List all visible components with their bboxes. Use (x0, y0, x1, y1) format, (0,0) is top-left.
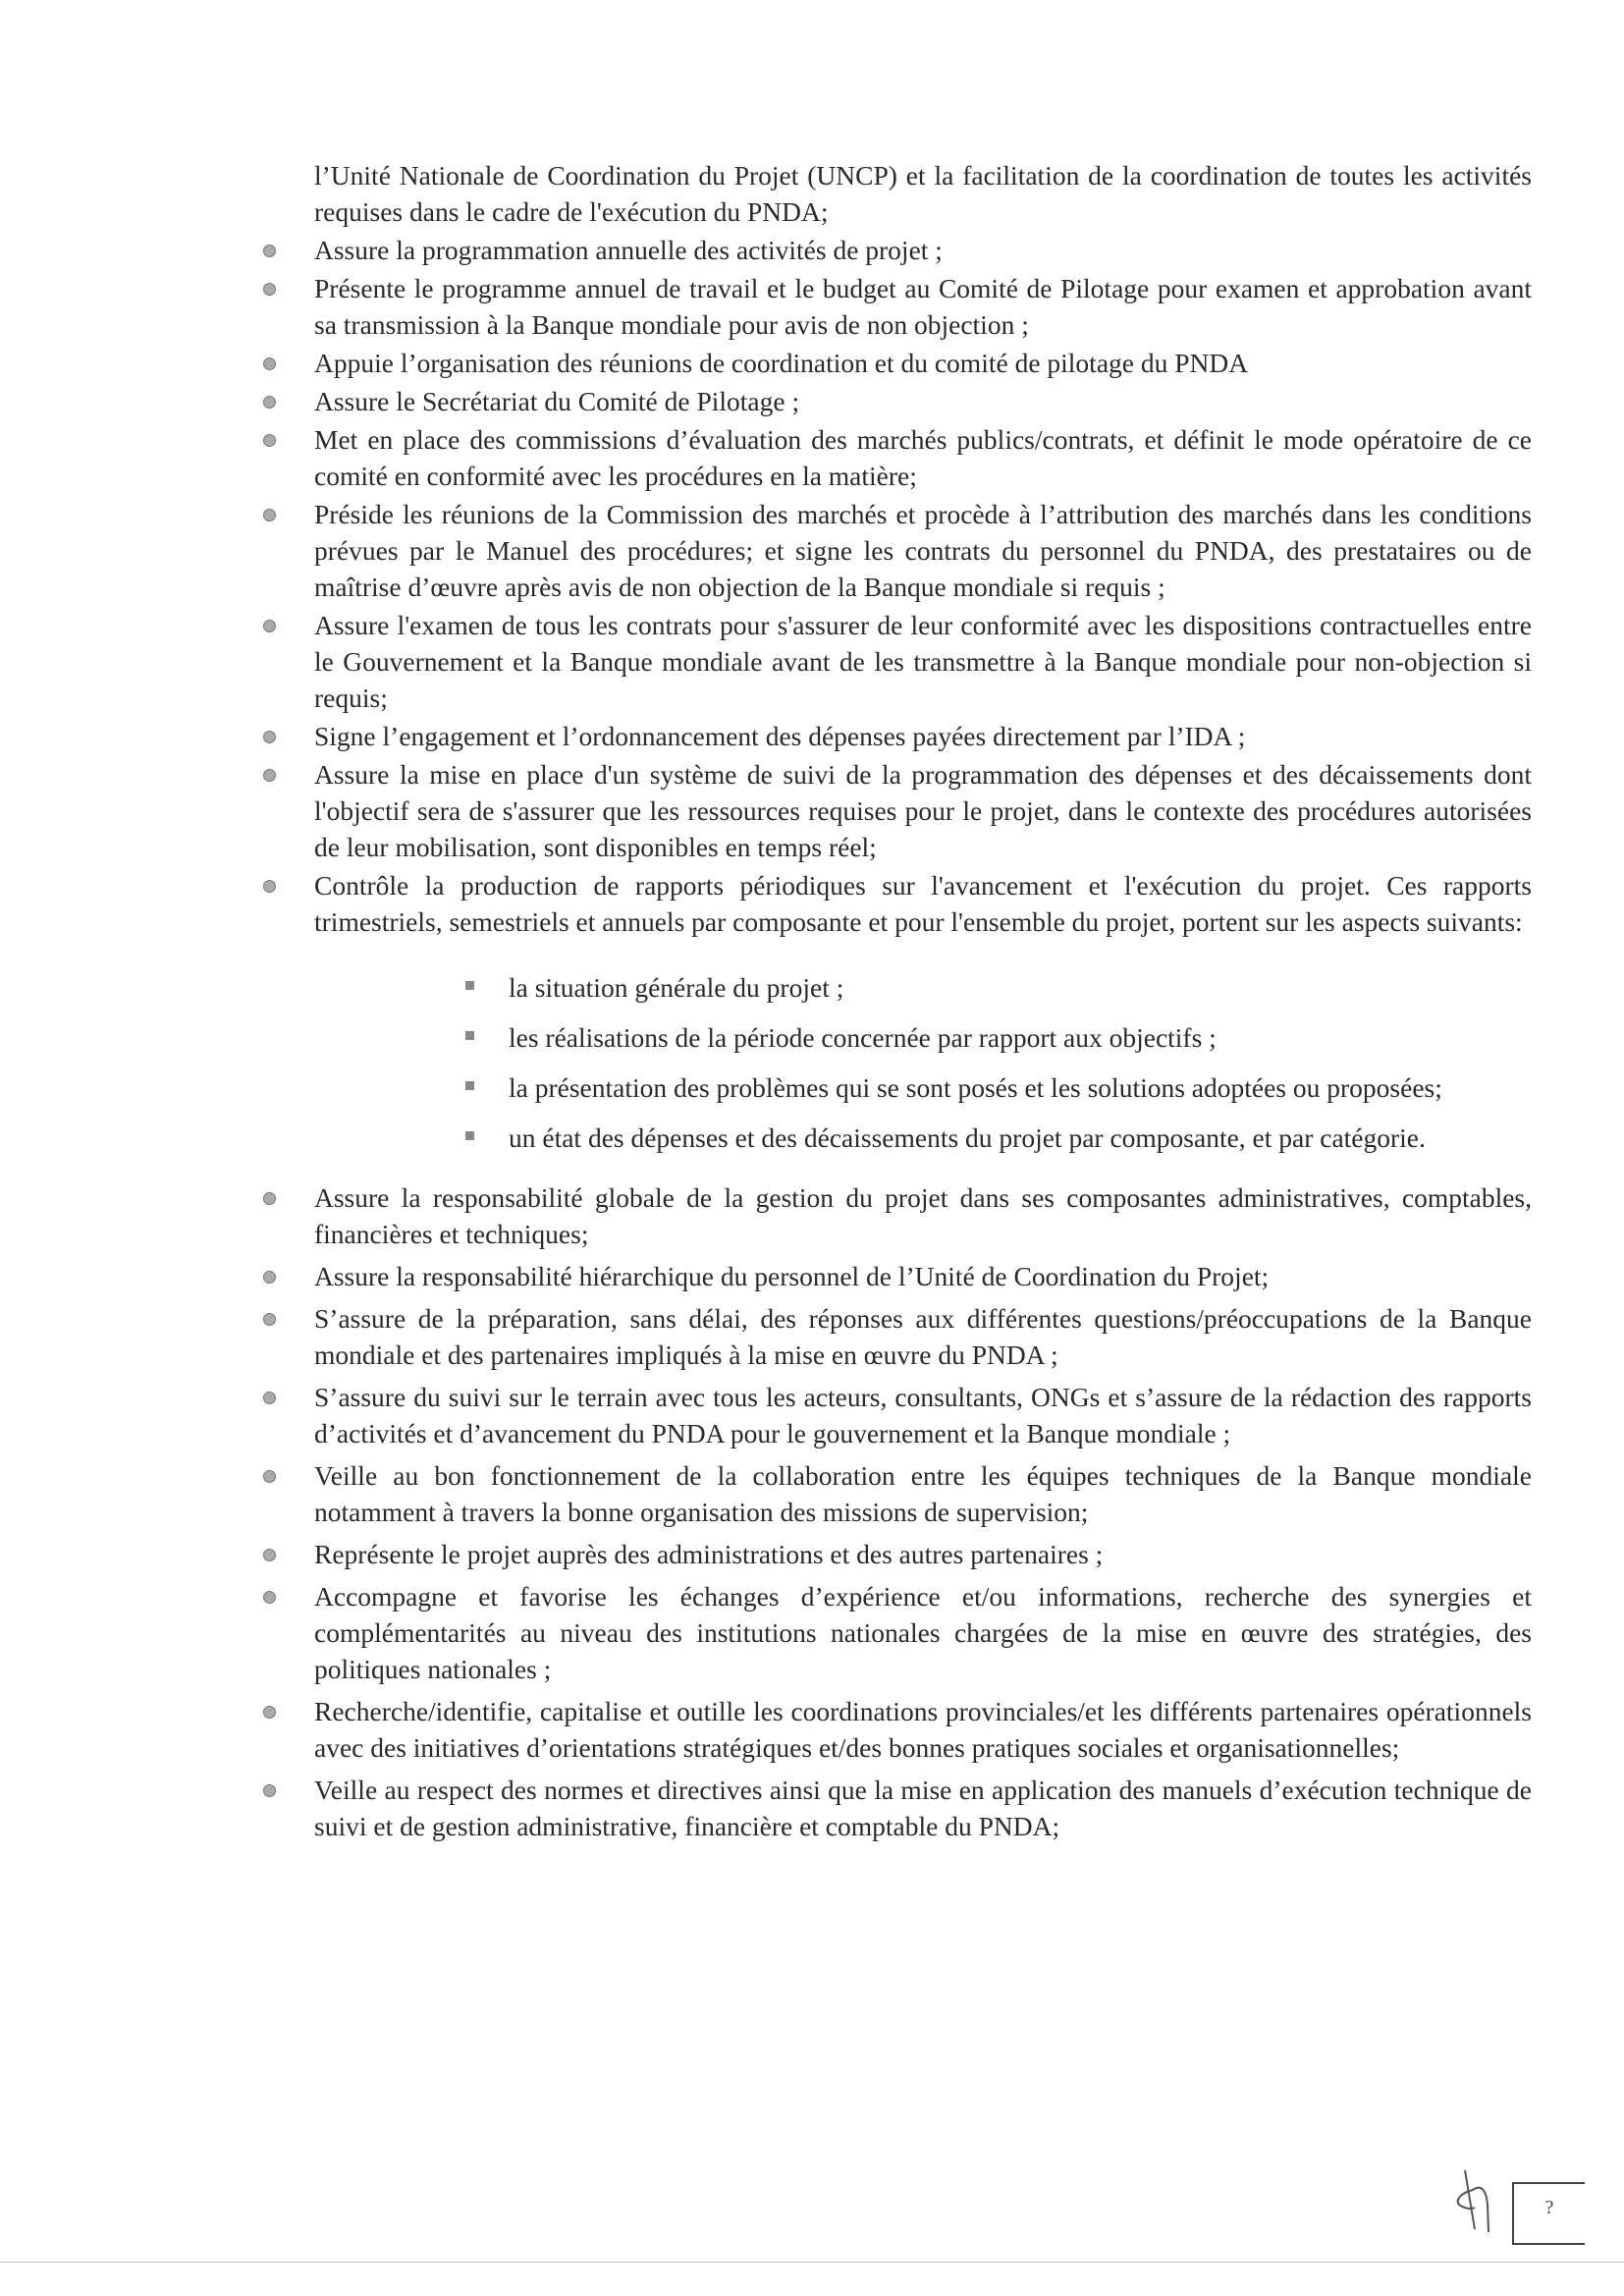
list-item (263, 232, 1532, 268)
list-item-text: Met en place des commissions d’évaluation des marchés publics/contrats, et définit le mode opératoire de ce comité en conformité avec les procédures en la matière; (314, 424, 1532, 491)
list-item (263, 718, 1532, 754)
list-item (263, 867, 1532, 940)
bullet-list-a (263, 232, 1532, 940)
square-bullet-icon (465, 1131, 474, 1140)
list-item (263, 756, 1532, 865)
list-item-text: Présente le programme annuel de travail et le budget au Comité de Pilotage pour examen et approbation avant sa transmission à la Banque mondiale pour avis de non objection ; (314, 273, 1532, 340)
list-item (263, 1120, 1532, 1156)
list-item (263, 969, 1532, 1006)
bullet-icon (263, 357, 276, 370)
list-item (263, 1536, 1532, 1572)
list-item (263, 1379, 1532, 1451)
initials-signature-icon (1453, 2165, 1502, 2239)
list-item-text: Assure la responsabilité hiérarchique du personnel de l’Unité de Coordination du Projet; (314, 1261, 1270, 1291)
list-item (263, 383, 1532, 419)
list-item-text: la présentation des problèmes qui se sont posés et les solutions adoptées ou proposées; (509, 1072, 1442, 1103)
sub-list (263, 969, 1532, 1156)
square-bullet-icon (465, 1031, 474, 1040)
bullet-icon (263, 1706, 276, 1719)
list-item-text: la situation générale du projet ; (509, 972, 844, 1003)
list-item (263, 270, 1532, 343)
list-item-text: Appuie l’organisation des réunions de coordination et du comité de pilotage du PNDA (314, 348, 1249, 378)
list-item (263, 1578, 1532, 1687)
list-item (263, 1069, 1532, 1106)
bullet-icon (263, 1192, 276, 1205)
list-item (263, 1019, 1532, 1056)
list-item-text: Veille au bon fonctionnement de la collaboration entre les équipes techniques de la Banque mondiale notamment à travers la bonne organisation des missions de supervision; (314, 1460, 1532, 1527)
document-body (263, 157, 1532, 1844)
bullet-icon (263, 1470, 276, 1483)
bullet-icon (263, 509, 276, 521)
list-item-text: Assure la mise en place d'un système de suivi de la programmation des dépenses et des décaissements dont l'objectif sera de s'assurer que les ressources requises pour le projet, dans le contexte des procédures autorisées de leur mobilisation, sont disponibles en temps réel; (314, 759, 1532, 862)
bullet-icon (263, 769, 276, 782)
bullet-icon (263, 1784, 276, 1797)
bullet-icon (263, 1392, 276, 1404)
list-item-text: Contrôle la production de rapports périodiques sur l'avancement et l'exécution du projet. Ces rapports trimestriels, semestriels et annuels par composante et pour l'ensemble du projet, portent sur les aspects suivants: (314, 870, 1532, 937)
list-item-text: Assure la programmation annuelle des activités de projet ; (314, 235, 943, 265)
page-edge-line (0, 2262, 1624, 2263)
bullet-icon (263, 396, 276, 409)
list-item-text: Assure la responsabilité globale de la gestion du projet dans ses composantes administratives, comptables, financières et techniques; (314, 1182, 1532, 1249)
square-bullet-icon (465, 1081, 474, 1090)
bullet-icon (263, 434, 276, 447)
list-item-text: Veille au respect des normes et directives ainsi que la mise en application des manuels d’exécution technique de suivi et de gestion administrative, financière et comptable du PNDA; (314, 1775, 1532, 1841)
list-item (263, 1457, 1532, 1530)
list-item-text: Assure le Secrétariat du Comité de Pilotage ; (314, 386, 800, 416)
page-number: ? (1512, 2182, 1585, 2245)
bullet-icon (263, 283, 276, 296)
bullet-icon (263, 1591, 276, 1604)
bullet-icon (263, 620, 276, 632)
bullet-list-b (263, 1179, 1532, 1844)
intro-paragraph: l’Unité Nationale de Coordination du Projet (UNCP) et la facilitation de la coordination de toutes les activités requises dans le cadre de l'exécution du PNDA; (314, 160, 1532, 227)
list-item (263, 345, 1532, 381)
list-item (263, 607, 1532, 716)
list-item (263, 1693, 1532, 1766)
bullet-icon (263, 880, 276, 893)
list-item-text: S’assure du suivi sur le terrain avec tous les acteurs, consultants, ONGs et s’assure de la rédaction des rapports d’activités et d’avancement du PNDA pour le gouvernement et la Banque mondiale ; (314, 1382, 1532, 1449)
bullet-icon (263, 1549, 276, 1561)
list-item (263, 1179, 1532, 1252)
bullet-icon (263, 731, 276, 743)
list-item (263, 1258, 1532, 1294)
list-item (263, 496, 1532, 605)
list-item (263, 1772, 1532, 1844)
list-item-text: les réalisations de la période concernée par rapport aux objectifs ; (509, 1022, 1217, 1053)
square-bullet-icon (465, 981, 474, 990)
bullet-icon (263, 1271, 276, 1284)
list-item-text: Recherche/identifie, capitalise et outille les coordinations provinciales/et les différents partenaires opérationnels avec des initiatives d’orientations stratégiques et/des bonnes pratiques sociales et organisationnelles; (314, 1696, 1532, 1763)
list-item (263, 421, 1532, 494)
list-item-text: un état des dépenses et des décaissements du projet par composante, et par catégorie. (509, 1122, 1426, 1153)
list-item-text: Assure l'examen de tous les contrats pour s'assurer de leur conformité avec les dispositions contractuelles entre le Gouvernement et la Banque mondiale avant de les transmettre à la Banque mondiale pour non-objection si requis; (314, 610, 1532, 713)
list-item-text: Représente le projet auprès des administrations et des autres partenaires ; (314, 1539, 1104, 1569)
list-item-text: Accompagne et favorise les échanges d’expérience et/ou informations, recherche des synergies et complémentarités au niveau des institutions nationales chargées de la mise en œuvre des stratégies, des politiques nationales ; (314, 1581, 1532, 1684)
list-item (263, 1300, 1532, 1373)
bullet-icon (263, 245, 276, 257)
list-item-text: Préside les réunions de la Commission des marchés et procède à l’attribution des marchés dans les conditions prévues par le Manuel des procédures; et signe les contrats du personnel du PNDA, des prestataires ou de maîtrise d’œuvre après avis de non objection de la Banque mondiale si requis ; (314, 499, 1532, 602)
bullet-icon (263, 1313, 276, 1326)
list-item-text: S’assure de la préparation, sans délai, des réponses aux différentes questions/préoccupations de la Banque mondiale et des partenaires impliqués à la mise en œuvre du PNDA ; (314, 1303, 1532, 1370)
list-item-text: Signe l’engagement et l’ordonnancement des dépenses payées directement par l’IDA ; (314, 721, 1246, 751)
